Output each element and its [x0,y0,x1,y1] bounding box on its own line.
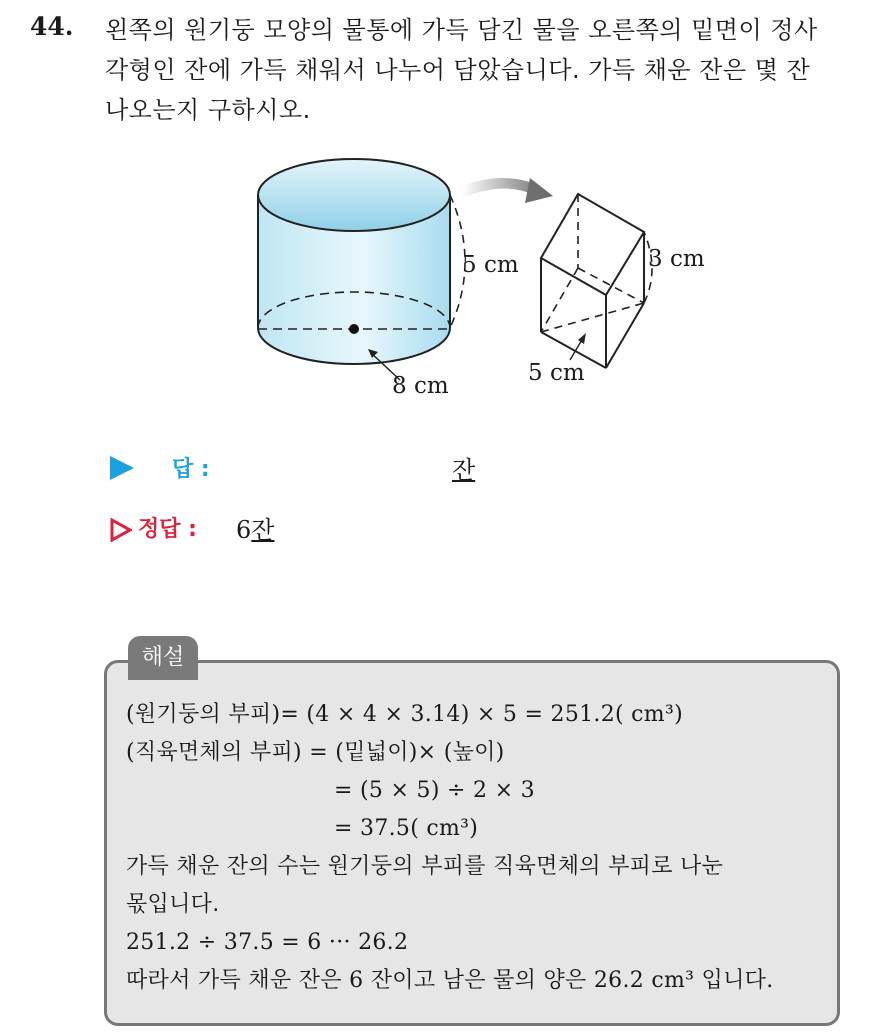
explanation-line: = 37.5( cm³) [334,816,479,841]
correct-answer-value [236,510,274,545]
answer-label: 답 : [172,457,210,482]
play-triangle-icon [110,456,134,480]
prism-height-label: 3 cm [648,246,705,272]
explanation-line: (원기둥의 부피)= (4 × 4 × 3.14) × 5 = 251.2( cm³) [126,702,683,727]
cylinder-height-label: 5 cm [462,252,519,278]
cylinder-diagram [258,159,465,380]
center-dot [349,324,359,334]
outline-triangle-icon [110,518,132,542]
explanation-line: 가득 채운 잔의 수는 원기둥의 부피를 직육면체의 부피로 나눈 [126,854,724,879]
answer-row [110,452,610,486]
problem-figure [0,0,884,420]
explanation-line: = (5 × 5) ÷ 2 × 3 [334,778,535,803]
answer-unit: 잔 [452,456,476,484]
question-line: 왼쪽의 원기둥 모양의 물통에 가득 담긴 물을 오른쪽의 밑면이 정사 [105,16,818,44]
cylinder-radius-label: 8 cm [392,373,449,399]
explanation-line: 몫입니다. [126,892,220,917]
correct-answer-label: 정답 : [138,517,197,542]
explanation-line: 251.2 ÷ 37.5 = 6 ··· 26.2 [126,930,409,955]
correct-answer-row [110,512,510,548]
question-line: 나오는지 구하시오. [105,96,311,124]
explanation-line: (직육면체의 부피) = (밑넓이)× (높이) [126,740,505,765]
correct-answer-number: 6 [236,516,252,544]
explanation-text [126,696,836,1000]
correct-answer-unit: 잔 [251,516,275,544]
cylinder-top [258,159,450,231]
prism-diagram [541,194,652,368]
prism-base-label: 5 cm [528,360,585,386]
question-line: 각형인 잔에 가득 채워서 나누어 담았습니다. 가득 채운 잔은 몇 잔 [105,56,811,84]
explanation-tab: 해설 [128,636,198,680]
explanation-line: 따라서 가득 채운 잔은 6 잔이고 남은 물의 양은 26.2 cm³ 입니다. [126,968,774,993]
transfer-arrow-icon [462,178,553,203]
question-number: 44. [30,12,74,41]
